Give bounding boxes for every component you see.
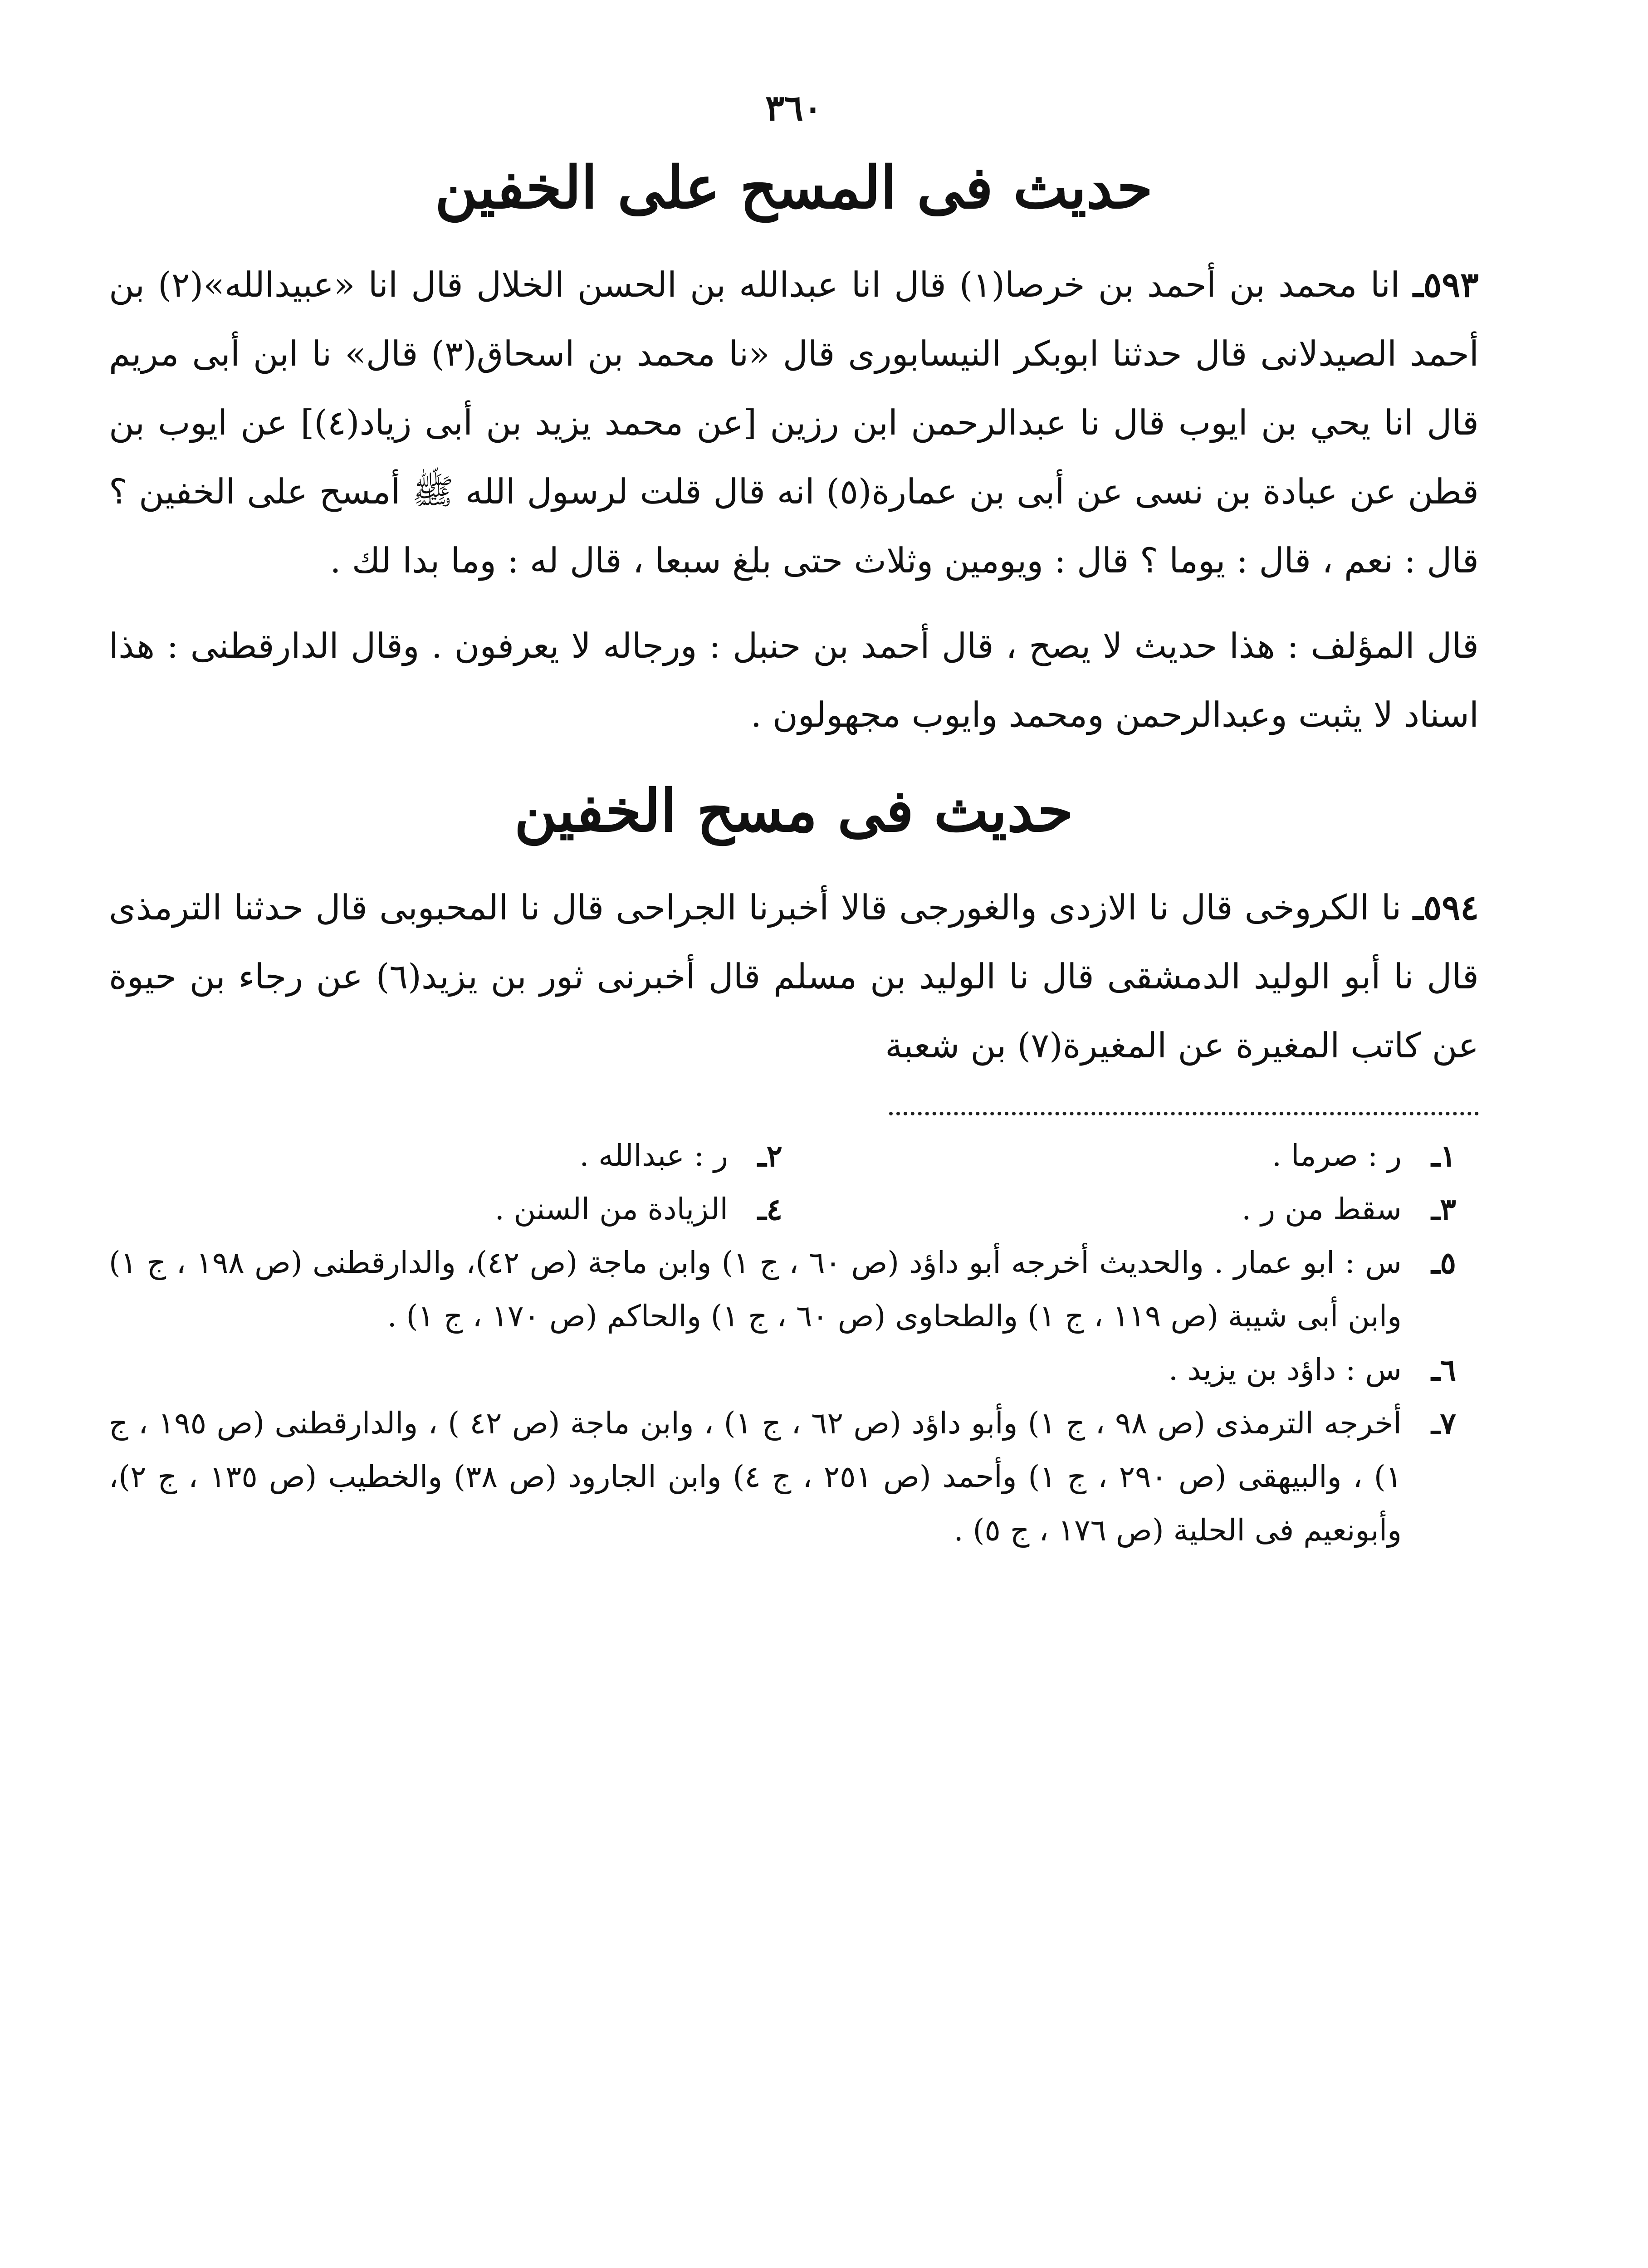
- hadith-text-594: نا الكروخى قال نا الازدى والغورجى قالا أخبرنا الجراحى قال نا المحبوبى قال حدثنا الترمذى قال نا أبو الوليد الدمشقى قال نا الوليد بن مسلم قال أخبرنى ثور بن يزيد(٦) عن رجاء بن حيوة عن كاتب المغيرة عن المغيرة(٧) بن شعبة: [109, 887, 1479, 1066]
- footnote-text: سقط من ر .: [1242, 1192, 1402, 1227]
- footnote-text: ر : عبدالله .: [579, 1138, 728, 1173]
- page-number: ٣٦٠: [765, 88, 822, 129]
- hadith-paragraph-593: [109, 250, 1479, 595]
- footnote-5: [109, 1236, 1456, 1343]
- footnote-3: [782, 1183, 1456, 1236]
- footnote-separator: [889, 1112, 1479, 1115]
- footnote-number: ٧ـ: [1431, 1406, 1456, 1442]
- footnote-1: [782, 1129, 1456, 1183]
- hadith-paragraph-594: [109, 873, 1479, 1080]
- footnote-text: س : داؤد بن يزيد .: [1168, 1352, 1402, 1388]
- footnote-7: [109, 1397, 1456, 1557]
- author-commentary: قال المؤلف : هذا حديث لا يصح ، قال أحمد بن حنبل : ورجاله لا يعرفون . وقال الدارقطنى : هذا اسناد لا يثبت وعبدالرحمن ومحمد وايوب مجهولون .: [109, 625, 1479, 735]
- footnote-6: [109, 1343, 1456, 1397]
- footnote-text: الزيادة من السنن .: [494, 1192, 728, 1227]
- footnote-number: ٦ـ: [1431, 1352, 1456, 1388]
- footnote-number: ١ـ: [1431, 1138, 1456, 1174]
- section-heading-1: حديث فى المسح على الخفين: [435, 154, 1153, 222]
- footnote-number: ٥ـ: [1431, 1245, 1456, 1281]
- section-heading-2: حديث فى مسح الخفين: [514, 777, 1074, 845]
- hadith-text-593: انا محمد بن أحمد بن خرصا(١) قال انا عبدالله بن الحسن الخلال قال انا «عبيدالله»(٢) بن أحمد الصيدلانى قال حدثنا ابوبكر النيسابورى قال «نا محمد بن اسحاق(٣) قال» نا ابن أبى مريم قال انا يحي بن ايوب قال نا عبدالرحمن ابن رزين [عن محمد يزيد بن أبى زياد(٤)] عن ايوب بن قطن عن عبادة بن نسى عن أبى بن عمارة(٥) انه قال قلت لرسول الله ﷺ أمسح على الخفين ؟ قال : نعم ، قال : يوما ؟ قال : ويومين وثلاث حتى بلغ سبعا ، قال له : وما بدا لك .: [109, 264, 1479, 581]
- hadith-number-593: ٥٩٣ـ: [1413, 264, 1479, 305]
- footnote-text: أخرجه الترمذى (ص ٩٨ ، ج ١) وأبو داؤد (ص ٦٢ ، ج ١) ، وابن ماجة (ص ٤٢ ) ، والدارقطنى (ص ١٩٥ ، ج ١) ، والبيهقى (ص ٢٩٠ ، ج ١) وأحمد (ص ٢٥١ ، ج ٤) وابن الجارود (ص ٣٨) والخطيب (ص ١٣٥ ، ج ٢)، وأبونعيم فى الحلية (ص ١٧٦ ، ج ٥) .: [109, 1406, 1402, 1548]
- footnote-4: [109, 1183, 782, 1236]
- footnotes: [109, 1129, 1479, 1557]
- footnote-number: ٣ـ: [1431, 1192, 1456, 1227]
- book-page: [109, 88, 1479, 1557]
- footnote-row: [109, 1183, 1456, 1236]
- footnote-2: [109, 1129, 782, 1183]
- footnote-text: س : ابو عمار . والحديث أخرجه أبو داؤد (ص ٦٠ ، ج ١) وابن ماجة (ص ٤٢)، والدارقطنى (ص ١٩٨ ، ج ١) وابن أبى شيبة (ص ١١٩ ، ج ١) والطحاوى (ص ٦٠ ، ج ١) والحاكم (ص ١٧٠ ، ج ١) .: [109, 1245, 1402, 1334]
- footnote-text: ر : صرما .: [1272, 1138, 1402, 1173]
- footnote-row: [109, 1129, 1456, 1183]
- footnote-number: ٢ـ: [758, 1138, 782, 1174]
- hadith-number-594: ٥٩٤ـ: [1413, 887, 1479, 928]
- footnote-number: ٤ـ: [758, 1192, 782, 1227]
